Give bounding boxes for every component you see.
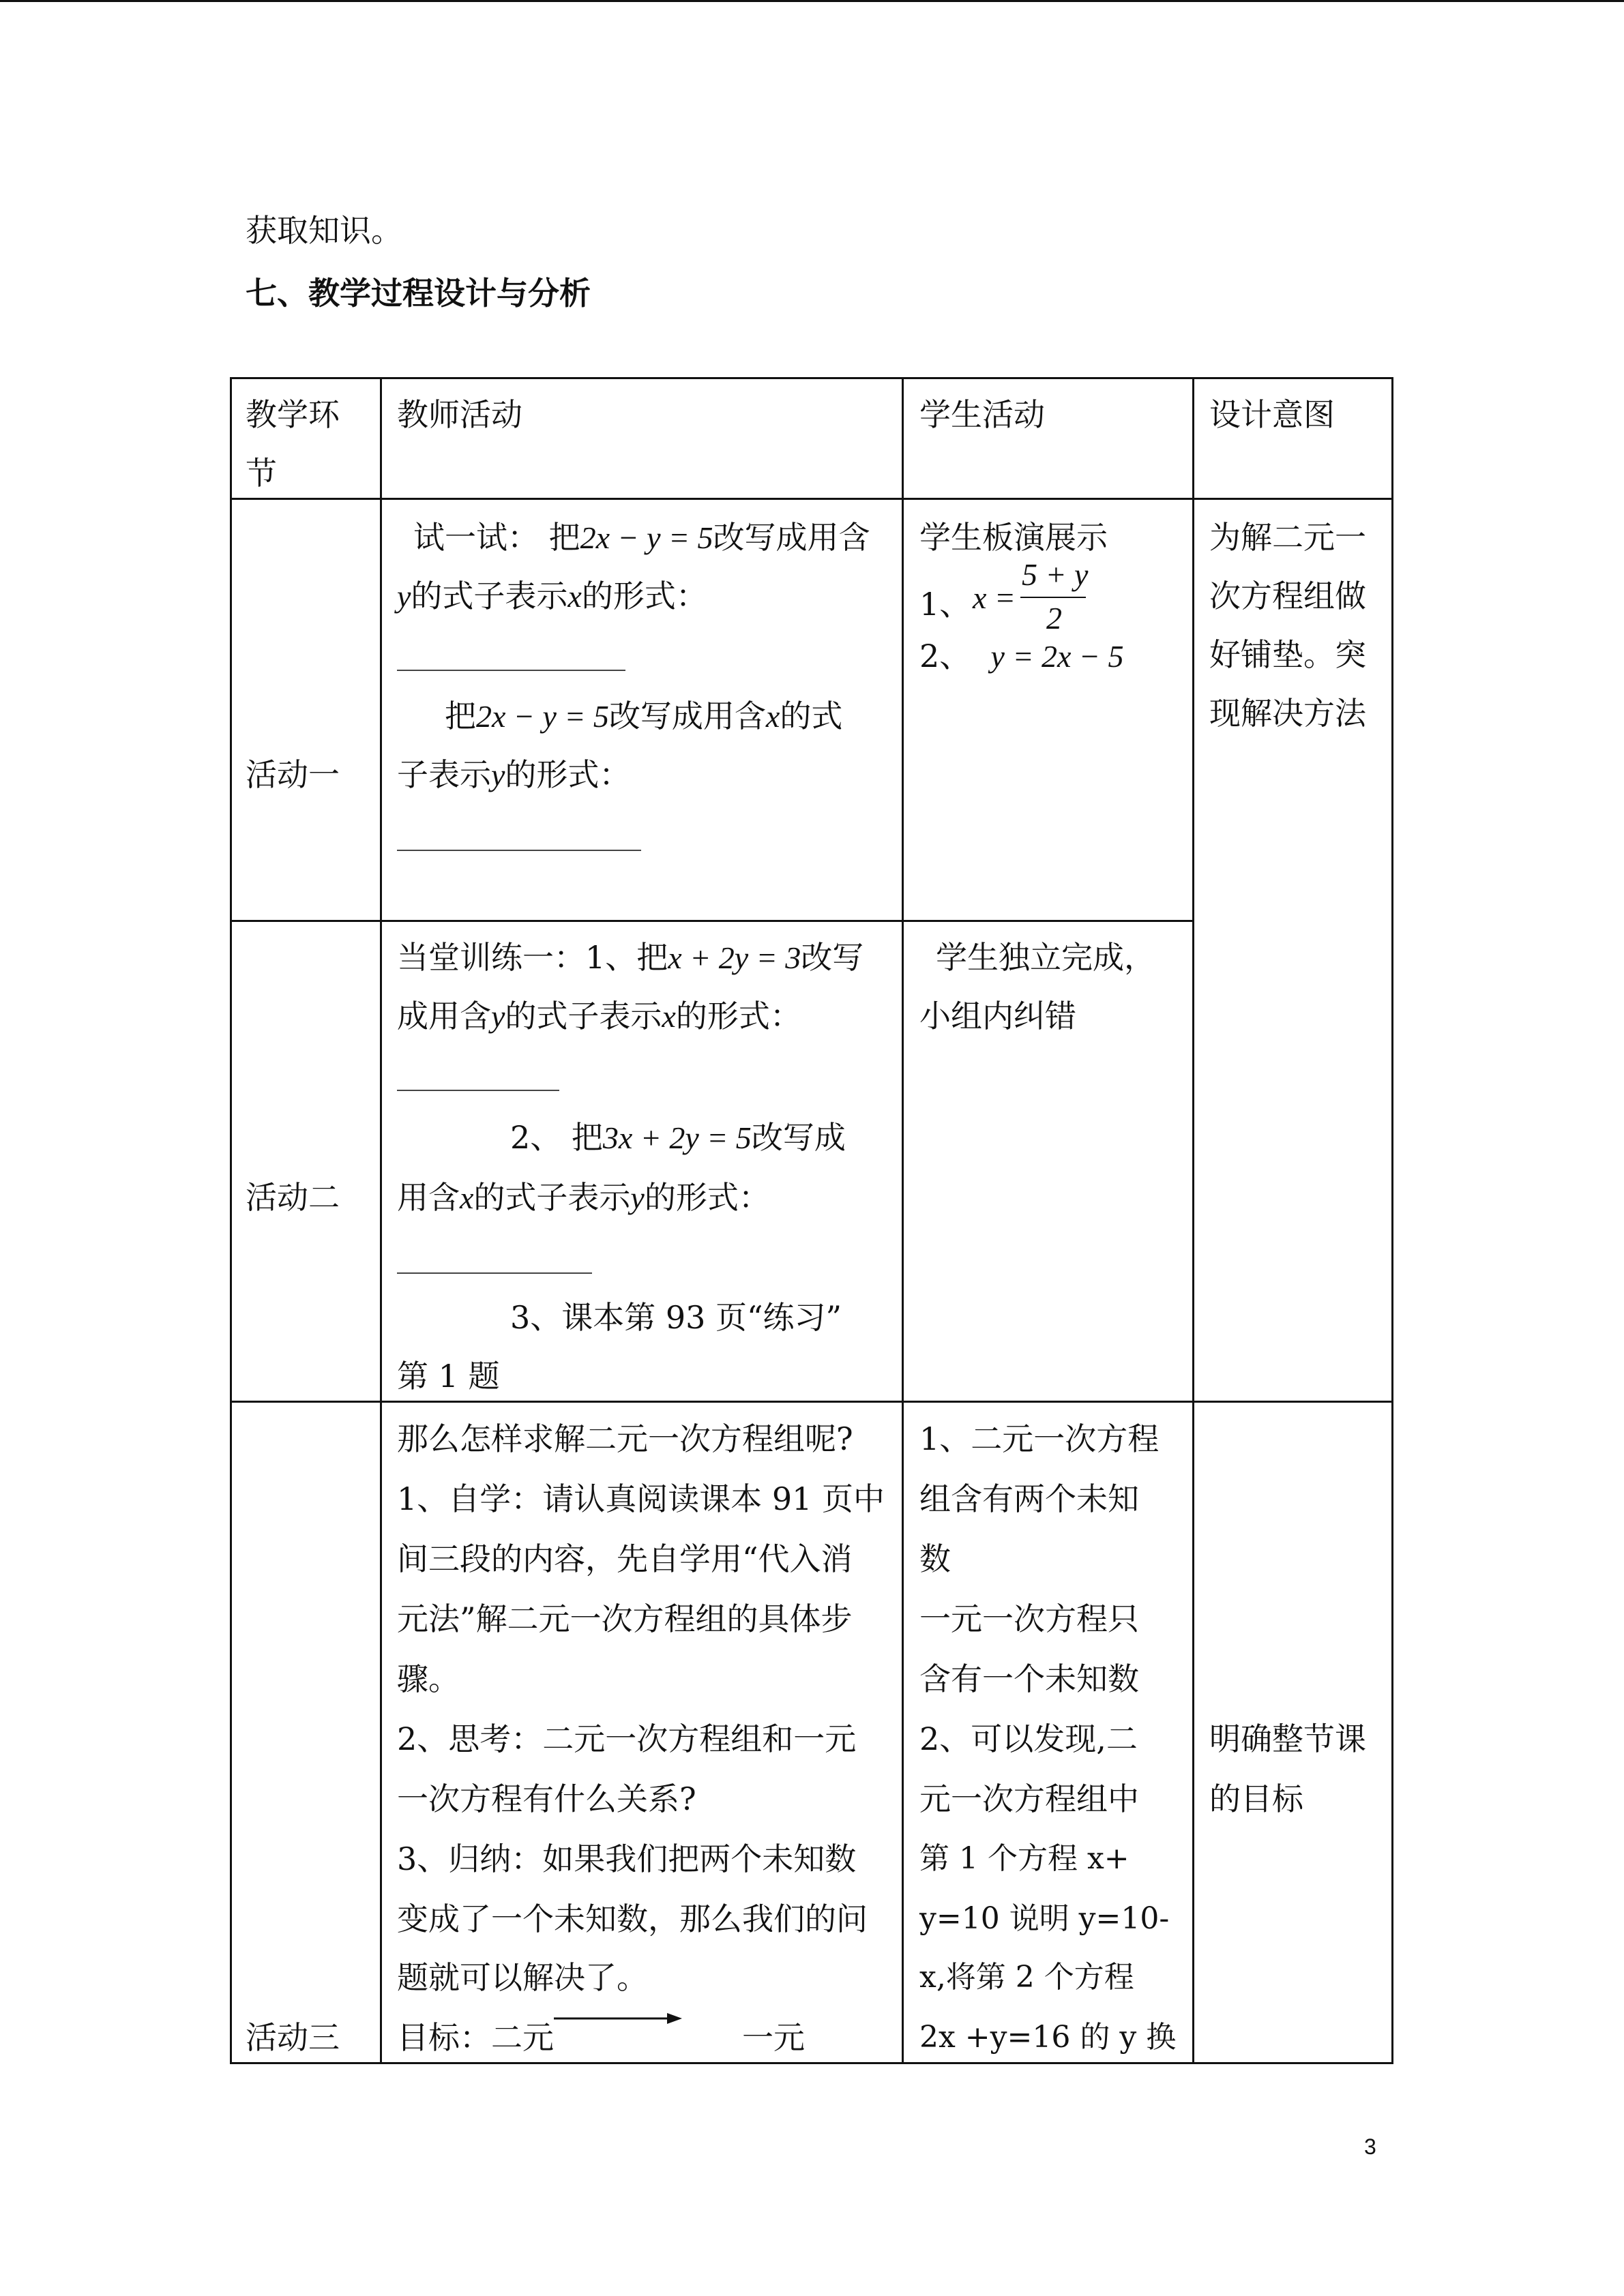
fraction-bar [1020, 597, 1086, 598]
row1-student-formula2: 2、 y = 2x − 5 [919, 638, 1124, 674]
col-divider-3 [1192, 377, 1194, 2064]
row3-student-line3: 数 [919, 1540, 951, 1577]
row2-teacher-line5: 3、课本第 93 页“练习” [510, 1299, 842, 1336]
row3-student-line9: y=10 说明 y=10- [919, 1901, 1170, 1936]
row3-teacher-line7: 一次方程有什么关系? [397, 1780, 696, 1817]
page-number: 3 [1364, 2134, 1376, 2159]
row3-student-line1: 1、二元一次方程 [919, 1420, 1160, 1457]
header-intent: 设计意图 [1209, 396, 1335, 433]
row3-teacher-line5: 骤。 [397, 1660, 460, 1697]
row1-teacher-line1: 试一试： 把2x − y = 5改写成用含 [413, 519, 870, 556]
row1-teacher-line4: 子表示y的形式： [397, 756, 631, 793]
row3-student-line10: x,将第 2 个方程 [919, 1960, 1134, 1995]
row3-student-line5: 含有一个未知数 [919, 1660, 1139, 1697]
row3-goal-target: 一元 [742, 2019, 805, 2056]
row3-teacher-line3: 间三段的内容，先自学用“代入消 [397, 1540, 853, 1577]
row3-teacher-line9: 变成了一个未知数，那么我们的问 [397, 1900, 868, 1937]
row-divider-header [230, 498, 1393, 500]
header-student: 学生活动 [919, 396, 1045, 433]
row2-teacher-line4: 用含x的式子表示y的形式： [397, 1179, 770, 1216]
row3-teacher-line2: 1、自学：请认真阅读课本 91 页中 [397, 1480, 885, 1517]
row3-student-line8: 第 1 个方程 x+ [919, 1841, 1130, 1876]
row1-stage: 活动一 [246, 756, 340, 793]
row1-answer-blank-1 [397, 670, 625, 671]
row3-teacher-line1: 那么怎样求解二元一次方程组呢? [397, 1420, 853, 1457]
row2-stage: 活动二 [246, 1179, 340, 1216]
table-border-left [230, 377, 232, 2064]
row2-teacher-line6: 第 1 题 [397, 1358, 500, 1395]
row2-student-line2: 小组内纠错 [919, 998, 1076, 1034]
row1-answer-blank-2 [397, 850, 641, 851]
row2-answer-blank-1 [397, 1090, 559, 1091]
row-divider-1 [230, 920, 1194, 922]
row1-teacher-line2: y的式子表示x的形式： [397, 578, 707, 614]
row3-intent-line2: 的目标 [1209, 1780, 1303, 1817]
page-top-border [0, 0, 1624, 2]
row3-teacher-line10: 题就可以解决了。 [397, 1959, 648, 1996]
row3-teacher-line6: 2、思考：二元一次方程组和一元 [397, 1720, 857, 1757]
row3-intent-line1: 明确整节课 [1209, 1720, 1366, 1757]
row2-student-line1: 学生独立完成， [936, 939, 1155, 976]
right-arrow-icon [552, 2010, 682, 2027]
row1-intent-line4: 现解决方法 [1209, 695, 1366, 732]
row1-intent-line2: 次方程组做 [1209, 578, 1366, 614]
row3-goal-label: 目标：二元 [397, 2019, 554, 2056]
row1-intent-line3: 好铺垫。突 [1209, 636, 1366, 673]
section-heading: 七、教学过程设计与分析 [246, 275, 591, 312]
table-border-top [230, 377, 1393, 379]
col-divider-1 [380, 377, 382, 2064]
row1-teacher-line3: 把2x − y = 5改写成用含x的式 [445, 698, 843, 734]
row3-student-line2: 组含有两个未知 [919, 1480, 1139, 1517]
row2-teacher-line1: 当堂训练一：1、把x + 2y = 3改写 [397, 939, 864, 976]
row2-teacher-line3: 2、 把3x + 2y = 5改写成 [510, 1119, 846, 1156]
row3-teacher-line8: 3、归纳：如果我们把两个未知数 [397, 1840, 857, 1877]
intro-tail: 获取知识。 [246, 212, 402, 249]
header-stage-2: 节 [246, 455, 277, 492]
row3-student-line7: 元一次方程组中 [919, 1780, 1139, 1817]
row3-student-line6: 2、可以发现,二 [919, 1720, 1138, 1757]
col-divider-2 [902, 377, 904, 2064]
header-stage: 教学环 [246, 396, 340, 433]
row3-stage: 活动三 [246, 2019, 340, 2056]
row3-student-line4: 一元一次方程只 [919, 1600, 1139, 1637]
row2-answer-blank-2 [397, 1272, 592, 1274]
table-border-right [1391, 377, 1393, 2064]
header-teacher: 教师活动 [397, 396, 522, 433]
row1-intent-line1: 为解二元一 [1209, 519, 1366, 556]
row3-teacher-line4: 元法”解二元一次方程组的具体步 [397, 1600, 853, 1637]
row1-student-line1: 学生板演展示 [919, 519, 1108, 556]
row2-teacher-line2: 成用含y的式子表示x的形式： [397, 998, 801, 1034]
row3-student-line11: 2x +y=16 的 y 换 [919, 2020, 1177, 2055]
